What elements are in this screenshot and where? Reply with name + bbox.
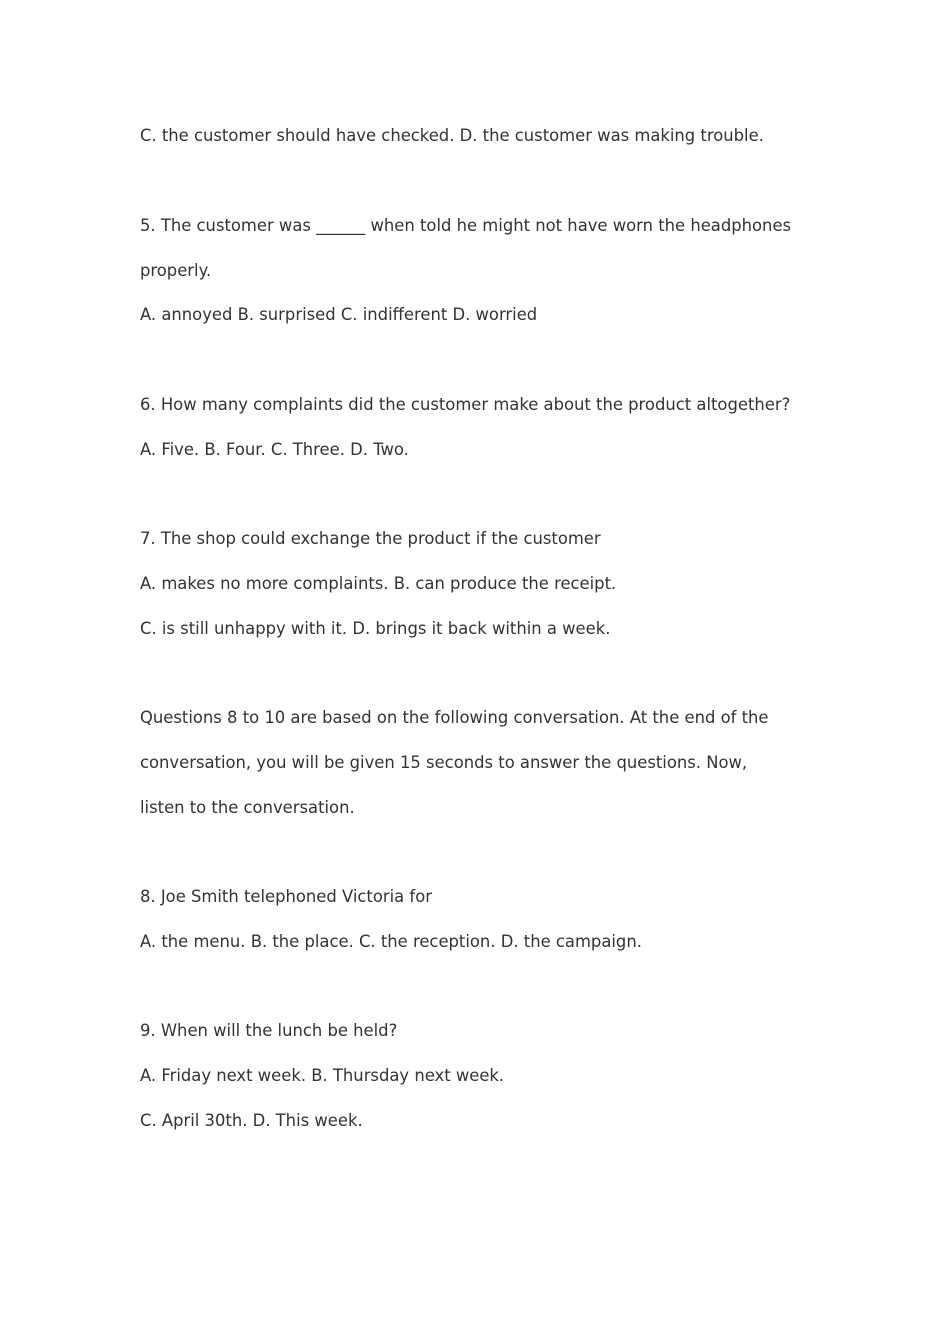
q5-question: 5. The customer was ______ when told he might not have worn the headphones [140, 216, 792, 235]
q7-options-ab: A. makes no more complaints. B. can produce the receipt. [140, 574, 617, 593]
q5-options: A. annoyed B. surprised C. indifferent D. worried [140, 305, 538, 324]
q7-question: 7. The shop could exchange the product if the customer [140, 529, 601, 548]
q7-options-cd: C. is still unhappy with it. D. brings it back within a week. [140, 619, 611, 638]
q6-question: 6. How many complaints did the customer make about the product altogether? [140, 395, 791, 414]
q6-options: A. Five. B. Four. C. Three. D. Two. [140, 440, 409, 459]
section-instructions: Questions 8 to 10 are based on the following conversation. At the end of the [140, 708, 769, 727]
q5-question-cont: properly. [140, 261, 212, 280]
q9-options-cd: C. April 30th. D. This week. [140, 1111, 363, 1130]
q9-options-ab: A. Friday next week. B. Thursday next week. [140, 1066, 505, 1085]
q8-question: 8. Joe Smith telephoned Victoria for [140, 887, 432, 906]
section-instructions-end: listen to the conversation. [140, 798, 355, 817]
q8-options: A. the menu. B. the place. C. the reception. D. the campaign. [140, 932, 642, 951]
section-instructions-cont: conversation, you will be given 15 seconds to answer the questions. Now, [140, 753, 748, 772]
q9-question: 9. When will the lunch be held? [140, 1021, 398, 1040]
q4-options-cd: C. the customer should have checked. D. the customer was making trouble. [140, 126, 764, 145]
